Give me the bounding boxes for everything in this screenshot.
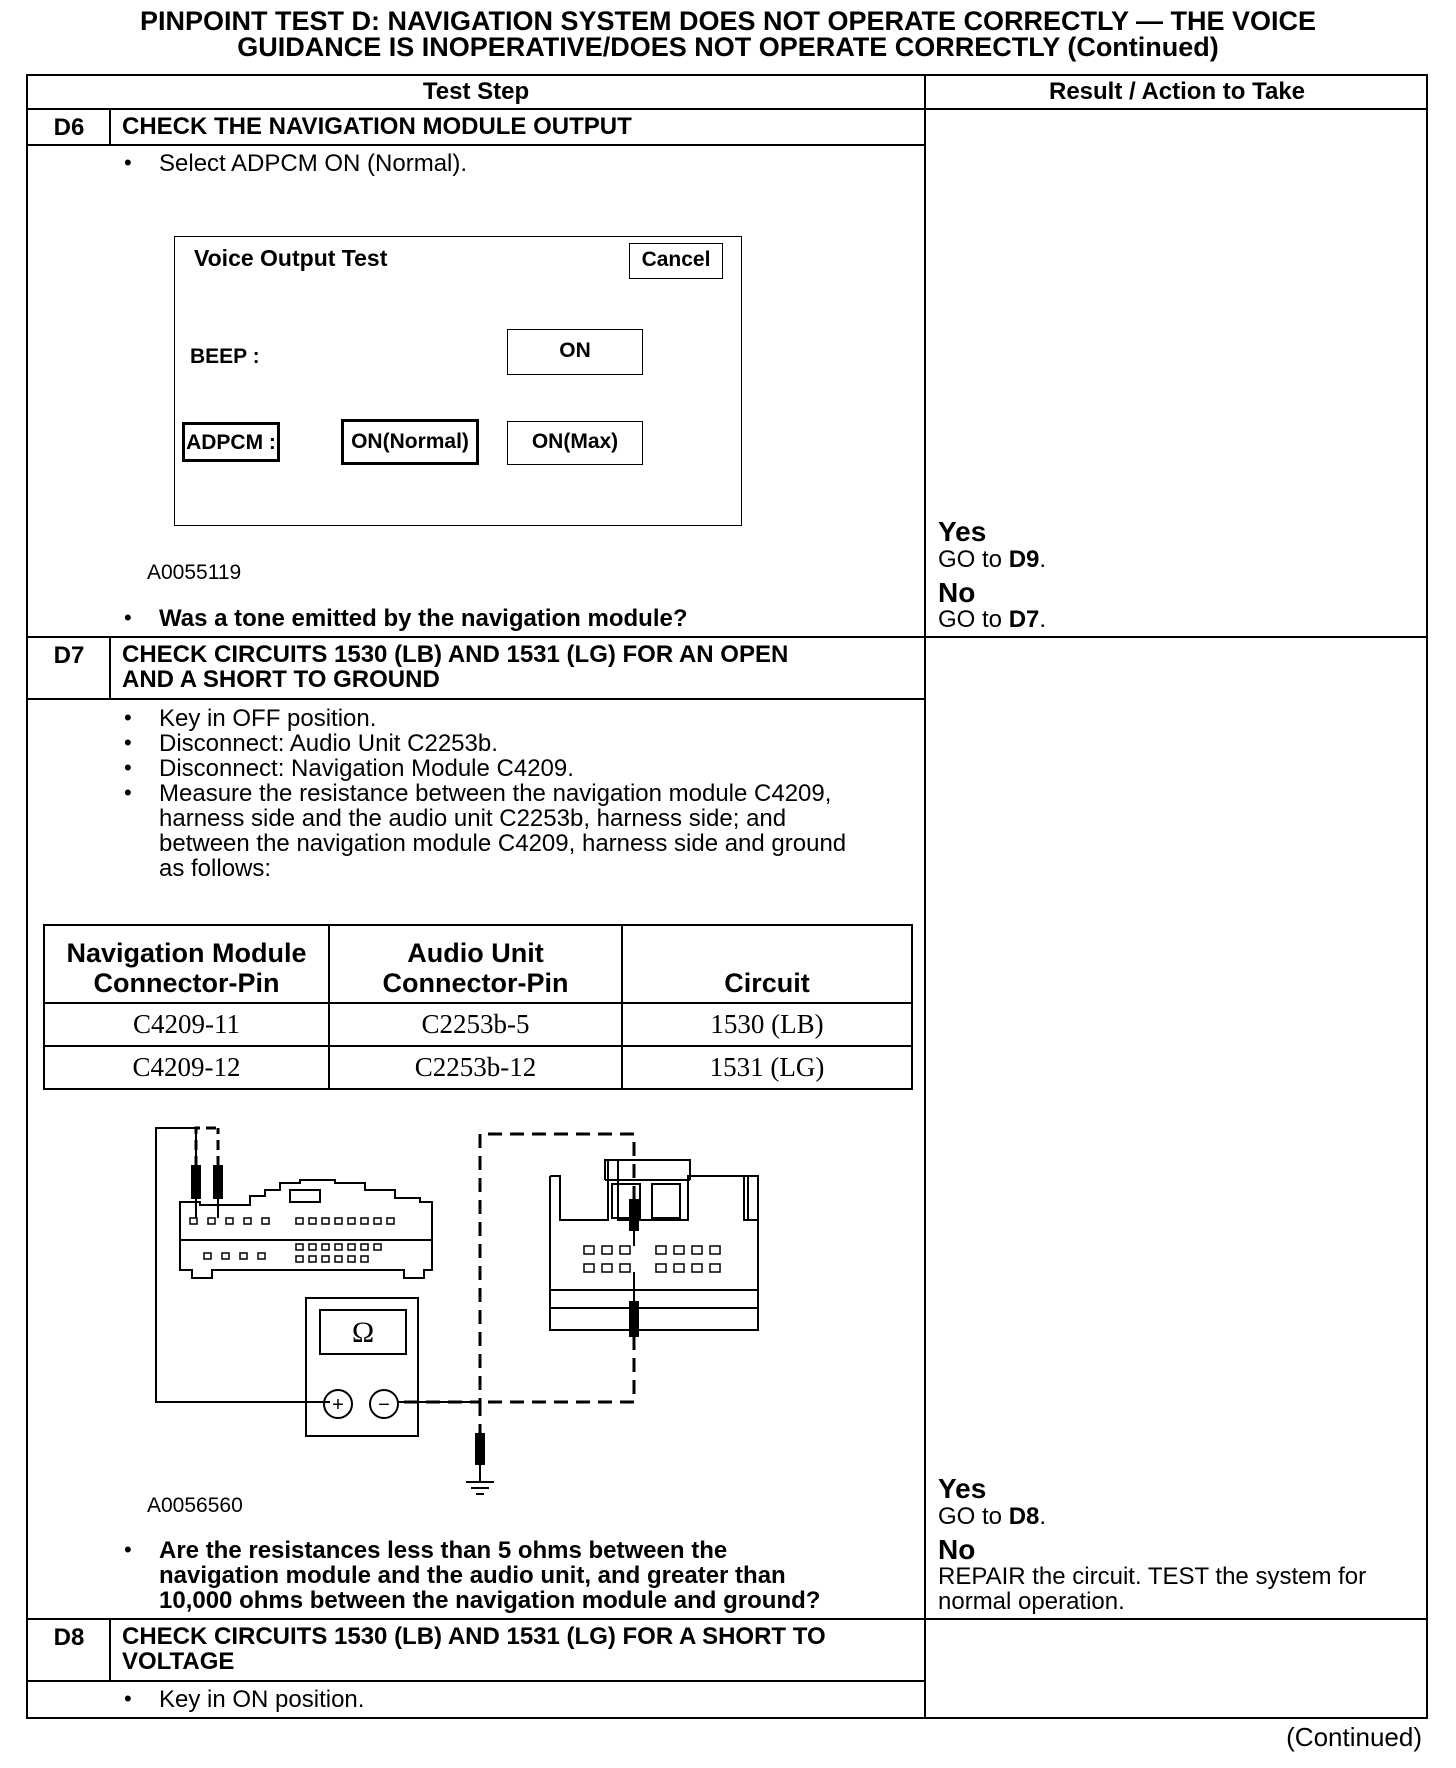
positive-terminal: + bbox=[332, 1394, 344, 1416]
cell-audio-pin: C2253b-12 bbox=[329, 1046, 622, 1089]
adpcm-on-normal-button[interactable]: ON(Normal) bbox=[341, 419, 479, 465]
d8-instruction: Key in ON position. bbox=[159, 1686, 365, 1713]
beep-label: BEEP : bbox=[190, 345, 260, 368]
d7-no-action-line2: normal operation. bbox=[938, 1588, 1125, 1615]
figure-id-d6: A0055119 bbox=[147, 561, 242, 584]
beep-on-button[interactable]: ON bbox=[507, 329, 643, 375]
adpcm-on-max-button[interactable]: ON(Max) bbox=[507, 421, 643, 465]
period: . bbox=[1039, 1503, 1047, 1530]
d7-no-action-line1: REPAIR the circuit. TEST the system for bbox=[938, 1563, 1367, 1590]
d7-instruction-4-line4: as follows: bbox=[159, 855, 272, 882]
ground-lead bbox=[476, 1402, 484, 1482]
step-heading-d7-line1: CHECK CIRCUITS 1530 (LB) AND 1531 (LG) FOR AN OPEN bbox=[122, 641, 789, 668]
bullet-icon: • bbox=[124, 730, 132, 755]
bullet-icon: • bbox=[124, 1537, 132, 1562]
go-to-text: GO to bbox=[938, 546, 1009, 573]
d6-yes-label: Yes bbox=[938, 516, 987, 547]
col-nav-module-line2: Connector-Pin bbox=[93, 968, 280, 998]
d7-yes-label: Yes bbox=[938, 1473, 987, 1504]
bullet-icon: • bbox=[124, 150, 132, 175]
negative-terminal: − bbox=[378, 1394, 390, 1416]
d7-yes-action bbox=[938, 1503, 1046, 1531]
probe-leads-nav-connector bbox=[156, 1128, 330, 1402]
cancel-button[interactable]: Cancel bbox=[629, 243, 723, 279]
cell-audio-pin: C2253b-5 bbox=[329, 1003, 622, 1046]
d7-instruction-4-line3: between the navigation module C4209, harness side and ground bbox=[159, 830, 847, 857]
d7-instruction-4-line2: harness side and the audio unit C2253b, harness side; and bbox=[159, 805, 787, 832]
d7-instruction-3: Disconnect: Navigation Module C4209. bbox=[159, 755, 574, 782]
cell-nav-pin: C4209-11 bbox=[44, 1003, 329, 1046]
d7-question-line3: 10,000 ohms between the navigation module and ground? bbox=[159, 1587, 821, 1614]
d6-instruction: Select ADPCM ON (Normal). bbox=[159, 150, 468, 177]
step-heading-d7-line2: AND A SHORT TO GROUND bbox=[122, 666, 440, 693]
dialog-title: Voice Output Test bbox=[194, 245, 388, 271]
step-heading-d8-line2: VOLTAGE bbox=[122, 1648, 235, 1675]
d7-instruction-4-line1: Measure the resistance between the navigation module C4209, bbox=[159, 780, 832, 807]
ohm-symbol-icon: Ω bbox=[351, 1316, 375, 1349]
cell-circuit: 1531 (LG) bbox=[622, 1046, 912, 1089]
cell-circuit: 1530 (LB) bbox=[622, 1003, 912, 1046]
d7-question-line1: Are the resistances less than 5 ohms between the bbox=[159, 1537, 728, 1564]
bullet-icon: • bbox=[124, 705, 132, 730]
header-result: Result / Action to Take bbox=[1048, 78, 1306, 105]
audio-unit-connector bbox=[550, 1160, 758, 1330]
continued-label: (Continued) bbox=[1286, 1722, 1422, 1752]
figure-id-d7: A0056560 bbox=[147, 1494, 243, 1517]
go-to-d7-link[interactable]: D7 bbox=[1008, 606, 1040, 633]
period: . bbox=[1039, 606, 1047, 633]
go-to-text: GO to bbox=[938, 606, 1009, 633]
step-heading-d8-line1: CHECK CIRCUITS 1530 (LB) AND 1531 (LG) FOR A SHORT TO bbox=[122, 1623, 826, 1650]
bullet-icon: • bbox=[124, 605, 132, 630]
bullet-icon: • bbox=[124, 1686, 132, 1711]
d7-instruction-1: Key in OFF position. bbox=[159, 705, 377, 732]
bullet-icon: • bbox=[124, 755, 132, 780]
title-line-1: PINPOINT TEST D: NAVIGATION SYSTEM DOES NOT OPERATE CORRECTLY — THE VOICE bbox=[139, 6, 1317, 36]
col-circuit: Circuit bbox=[622, 925, 912, 1003]
header-test-step: Test Step bbox=[422, 78, 530, 105]
d7-question-line2: navigation module and the audio unit, and greater than bbox=[159, 1562, 786, 1589]
ground-symbol-icon bbox=[466, 1482, 494, 1494]
col-nav-module-line1: Navigation Module bbox=[66, 938, 307, 968]
d6-no-label: No bbox=[938, 577, 976, 608]
adpcm-label: ADPCM : bbox=[182, 422, 280, 462]
col-audio-unit-line2: Connector-Pin bbox=[382, 968, 569, 998]
go-to-d9-link[interactable]: D9 bbox=[1008, 546, 1040, 573]
step-id-d8: D8 bbox=[53, 1624, 85, 1651]
d6-question: Was a tone emitted by the navigation module? bbox=[159, 605, 688, 632]
title-line-2: GUIDANCE IS INOPERATIVE/DOES NOT OPERATE CORRECTLY (Continued) bbox=[237, 32, 1219, 62]
cell-nav-pin: C4209-12 bbox=[44, 1046, 329, 1089]
d7-instruction-2: Disconnect: Audio Unit C2253b. bbox=[159, 730, 498, 757]
go-to-d8-link[interactable]: D8 bbox=[1008, 1503, 1040, 1530]
period: . bbox=[1039, 546, 1047, 573]
go-to-text: GO to bbox=[938, 1503, 1009, 1530]
col-audio-unit-line1: Audio Unit bbox=[407, 938, 544, 968]
d7-no-label: No bbox=[938, 1534, 976, 1565]
step-heading-d6: CHECK THE NAVIGATION MODULE OUTPUT bbox=[122, 113, 632, 140]
bullet-icon: • bbox=[124, 780, 132, 805]
step-id-d7: D7 bbox=[53, 642, 85, 669]
step-id-d6: D6 bbox=[53, 114, 85, 141]
